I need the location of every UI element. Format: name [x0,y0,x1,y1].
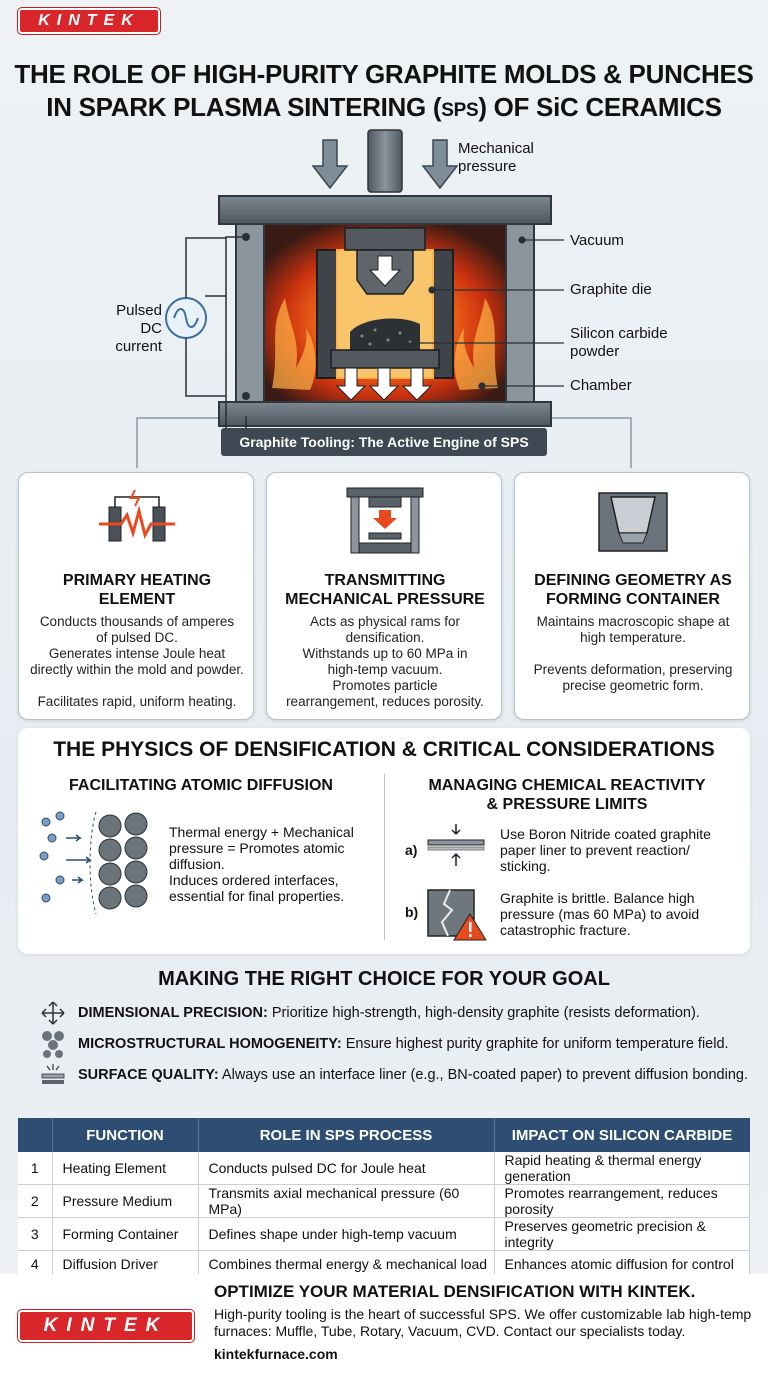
table-row: 3 Forming Container Defines shape under high-temp vacuum Preserves geometric precision & integrity [18,1218,750,1251]
footer-website-link[interactable]: kintekfurnace.com [214,1346,338,1362]
card-2-title: TRANSMITTING MECHANICAL PRESSURE [285,572,485,608]
table-header-num [18,1118,52,1152]
table-row: 1 Heating Element Conducts pulsed DC for Joule heat Rapid heating & thermal energy generation [18,1152,750,1185]
card-1-title: PRIMARY HEATING ELEMENT [62,572,212,608]
surface-quality-icon [40,1062,66,1086]
goals-title: MAKING THE RIGHT CHOICE FOR YOUR GOAL [158,968,610,990]
liner-icon [424,822,488,870]
card-3-title: DEFINING GEOMETRY AS FORMING CONTAINER [534,572,732,608]
microstructure-icon [40,1030,66,1058]
sps-apparatus-diagram [0,128,768,468]
kintek-logo [18,8,160,34]
atomic-diffusion-icon [38,810,162,916]
card-2-text: Acts as physical rams for densification. Withstands up to 60 MPa in high-temp vacuum. Promotes particle rearrangement, reduces porosity. [286,614,484,709]
card-3-text: Maintains macroscopic shape at high temperature. Prevents deformation, preserving precise geometric form. [533,614,733,693]
title-line-2: IN SPARK PLASMA SINTERING (SPS) OF SiC CERAMICS [46,92,722,122]
fracture-warning-icon [424,886,490,942]
reactivity-title: MANAGING CHEMICAL REACTIVITY & PRESSURE LIMITS [428,777,706,813]
label-graphite-die: Graphite die [570,281,652,298]
kintek-footer-logo [18,1310,194,1342]
card-mechanical-pressure [266,472,502,720]
card-1-text: Conducts thousands of amperes of pulsed DC. Generates intense Joule heat directly within the mold and powder. Facilitates rapid, uniform heating. [30,614,244,709]
footer-title: OPTIMIZE YOUR MATERIAL DENSIFICATION WITH KINTEK. [214,1282,696,1301]
mold-container-icon [595,487,671,557]
footer-logo-text: KINTEK [43,1315,169,1336]
dimension-arrows-icon [40,1000,66,1026]
footer-text: High-purity tooling is the heart of successful SPS. We offer customizable lab high-temp furnaces: Muffle, Tube, Rotary, Vacuum, CVD. Contact our specialists today. [214,1306,752,1339]
goal-item-microstructural: MICROSTRUCTURAL HOMOGENEITY: Ensure highest purity graphite for uniform temperature field. [78,1036,729,1052]
label-vacuum: Vacuum [570,232,624,249]
item-a-text: Use Boron Nitride coated graphite paper liner to prevent reaction/ sticking. [500,826,711,874]
card-connector-left [137,418,232,468]
table-row: 4 Diffusion Driver Combines thermal energy & mechanical load Enhances atomic diffusion for control [18,1251,750,1278]
logo-text: KINTEK [38,12,140,29]
label-pulsed-dc: Pulsed DC current [115,302,162,355]
label-sic-powder: Silicon carbide powder [570,325,668,360]
page-title [10,58,758,127]
title-sps: SPS [441,100,479,121]
label-mechanical-pressure: Mechanical pressure [458,140,534,175]
summary-table [18,1118,750,1278]
physics-title: THE PHYSICS OF DENSIFICATION & CRITICAL CONSIDERATIONS [53,738,715,761]
pressure-arrow-right [423,140,457,188]
title-line-1: THE ROLE OF HIGH-PURITY GRAPHITE MOLDS & PUNCHES [14,59,754,89]
table-header-impact: IMPACT ON SILICON CARBIDE [494,1118,750,1152]
diagram-banner: Graphite Tooling: The Active Engine of SPS [239,434,529,450]
pressure-arrow-left [313,140,347,188]
table-header-row [18,1118,750,1152]
item-a-label: a) [405,842,418,858]
goal-item-dimensional: DIMENSIONAL PRECISION: Prioritize high-strength, high-density graphite (resists deformation). [78,1005,700,1021]
label-chamber: Chamber [570,377,632,394]
card-forming-container [514,472,750,720]
table-header-role: ROLE IN SPS PROCESS [198,1118,494,1152]
table-row: 2 Pressure Medium Transmits axial mechanical pressure (60 MPa) Promotes rearrangement, reduces porosity [18,1185,750,1218]
press-icon [345,485,425,557]
diffusion-title: FACILITATING ATOMIC DIFFUSION [69,777,333,794]
diffusion-text: Thermal energy + Mechanical pressure = Promotes atomic diffusion. Induces ordered interfaces, essential for final properties. [169,824,354,904]
card-heating-element [18,472,254,720]
item-b-label: b) [405,904,419,920]
item-b-text: Graphite is brittle. Balance high pressure (mas 60 MPa) to avoid catastrophic fracture. [500,890,700,938]
table-header-function: FUNCTION [52,1118,198,1152]
goal-item-surface: SURFACE QUALITY: Always use an interface liner (e.g., BN-coated paper) to prevent diffusion bonding. [78,1067,748,1083]
heating-element-icon [97,485,177,555]
